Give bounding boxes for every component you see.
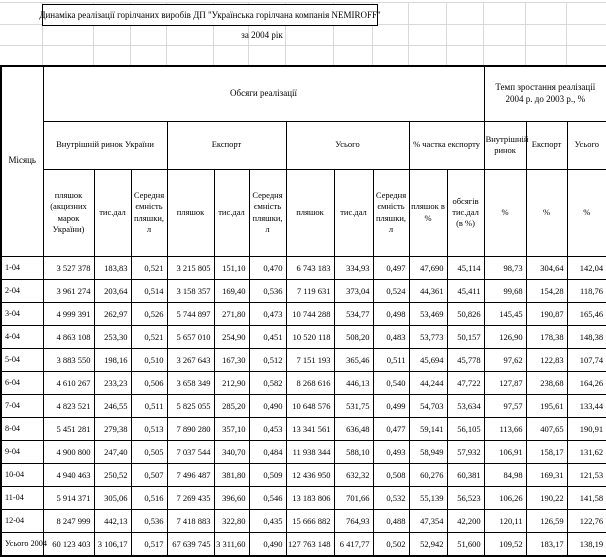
value-cell: 446,13 — [334, 371, 373, 394]
table-row — [1, 532, 606, 556]
value-cell: 4 610 267 — [43, 371, 94, 394]
value-cell: 3 658 349 — [167, 371, 214, 394]
value-cell: 13 183 806 — [286, 486, 334, 509]
header-growth-export: Експорт — [526, 121, 567, 169]
month-cell: 5-04 — [1, 348, 43, 371]
value-cell: 138,19 — [567, 532, 606, 556]
table-row — [1, 463, 606, 486]
value-cell: 120,11 — [484, 509, 526, 532]
value-cell: 0,499 — [373, 394, 409, 417]
value-cell: 60 123 403 — [43, 532, 94, 556]
value-cell: 50,157 — [447, 325, 484, 348]
value-cell: 58,949 — [409, 440, 447, 463]
value-cell: 178,38 — [526, 325, 567, 348]
gridline-vertical — [566, 2, 567, 65]
value-cell: 84,98 — [484, 463, 526, 486]
value-cell: 190,22 — [526, 486, 567, 509]
value-cell: 0,505 — [131, 440, 167, 463]
gridline-horizontal — [0, 2, 606, 3]
subheader-thous-dal-total: тис.дал — [334, 169, 373, 256]
value-cell: 7 418 883 — [167, 509, 214, 532]
month-cell: 4-04 — [1, 325, 43, 348]
table-row — [1, 417, 606, 440]
table-body — [1, 256, 606, 556]
value-cell: 45,411 — [447, 279, 484, 302]
sales-dynamics-table — [0, 65, 606, 557]
value-cell: 97,57 — [484, 394, 526, 417]
value-cell: 56,523 — [447, 486, 484, 509]
value-cell: 167,30 — [214, 348, 249, 371]
value-cell: 0,510 — [131, 348, 167, 371]
value-cell: 246,55 — [94, 394, 131, 417]
table-row — [1, 279, 606, 302]
value-cell: 56,105 — [447, 417, 484, 440]
value-cell: 4 900 800 — [43, 440, 94, 463]
value-cell: 44,244 — [409, 371, 447, 394]
value-cell: 127,87 — [484, 371, 526, 394]
value-cell: 0,582 — [249, 371, 286, 394]
value-cell: 233,23 — [94, 371, 131, 394]
value-cell: 98,73 — [484, 256, 526, 279]
value-cell: 44,361 — [409, 279, 447, 302]
value-cell: 0,511 — [373, 348, 409, 371]
header-growth-group: Темп зростання реалізації 2004 р. до 2003 р., % — [484, 66, 606, 121]
table-row — [1, 325, 606, 348]
value-cell: 285,20 — [214, 394, 249, 417]
value-cell: 165,46 — [567, 302, 606, 325]
value-cell: 50,826 — [447, 302, 484, 325]
value-cell: 0,498 — [373, 302, 409, 325]
value-cell: 381,80 — [214, 463, 249, 486]
value-cell: 190,91 — [567, 417, 606, 440]
value-cell: 67 639 745 — [167, 532, 214, 556]
value-cell: 0,488 — [373, 509, 409, 532]
value-cell: 322,80 — [214, 509, 249, 532]
table-row — [1, 486, 606, 509]
value-cell: 151,10 — [214, 256, 249, 279]
value-cell: 0,526 — [131, 302, 167, 325]
value-cell: 47,690 — [409, 256, 447, 279]
value-cell: 340,70 — [214, 440, 249, 463]
subheader-bottles-export: пляшок — [167, 169, 214, 256]
value-cell: 133,44 — [567, 394, 606, 417]
value-cell: 10 648 576 — [286, 394, 334, 417]
value-cell: 0,497 — [373, 256, 409, 279]
value-cell: 0,516 — [131, 486, 167, 509]
value-cell: 279,38 — [94, 417, 131, 440]
value-cell: 195,61 — [526, 394, 567, 417]
value-cell: 0,540 — [373, 371, 409, 394]
table-row — [1, 509, 606, 532]
value-cell: 0,536 — [249, 279, 286, 302]
subheader-thous-dal-export: тис.дал — [214, 169, 249, 256]
value-cell: 3 527 378 — [43, 256, 94, 279]
value-cell: 3 106,17 — [94, 532, 131, 556]
header-export-share-group: % частка експорту — [409, 121, 484, 169]
value-cell: 203,64 — [94, 279, 131, 302]
value-cell: 113,66 — [484, 417, 526, 440]
value-cell: 0,536 — [131, 509, 167, 532]
value-cell: 121,53 — [567, 463, 606, 486]
value-cell: 131,62 — [567, 440, 606, 463]
value-cell: 59,141 — [409, 417, 447, 440]
value-cell: 764,93 — [334, 509, 373, 532]
value-cell: 126,59 — [526, 509, 567, 532]
value-cell: 8 268 616 — [286, 371, 334, 394]
value-cell: 122,76 — [567, 509, 606, 532]
value-cell: 0,493 — [373, 440, 409, 463]
value-cell: 0,532 — [373, 486, 409, 509]
value-cell: 534,77 — [334, 302, 373, 325]
value-cell: 262,97 — [94, 302, 131, 325]
month-cell: 7-04 — [1, 394, 43, 417]
gridline-horizontal — [0, 45, 606, 46]
value-cell: 3 267 643 — [167, 348, 214, 371]
value-cell: 5 657 010 — [167, 325, 214, 348]
value-cell: 3 311,60 — [214, 532, 249, 556]
table-row — [1, 256, 606, 279]
value-cell: 0,506 — [131, 371, 167, 394]
value-cell: 0,473 — [249, 302, 286, 325]
month-cell: 9-04 — [1, 440, 43, 463]
value-cell: 97,62 — [484, 348, 526, 371]
value-cell: 57,932 — [447, 440, 484, 463]
value-cell: 183,83 — [94, 256, 131, 279]
subheader-percent-total: % — [567, 169, 606, 256]
header-export-group: Експорт — [167, 121, 286, 169]
value-cell: 0,513 — [131, 417, 167, 440]
value-cell: 8 247 999 — [43, 509, 94, 532]
value-cell: 145,45 — [484, 302, 526, 325]
table-row — [1, 440, 606, 463]
month-cell: 10-04 — [1, 463, 43, 486]
value-cell: 271,80 — [214, 302, 249, 325]
value-cell: 141,58 — [567, 486, 606, 509]
value-cell: 701,66 — [334, 486, 373, 509]
month-cell: 8-04 — [1, 417, 43, 440]
gridline-vertical — [483, 2, 484, 65]
value-cell: 52,942 — [409, 532, 447, 556]
value-cell: 0,451 — [249, 325, 286, 348]
value-cell: 396,60 — [214, 486, 249, 509]
value-cell: 0,521 — [131, 325, 167, 348]
value-cell: 5 825 055 — [167, 394, 214, 417]
subheader-percent-domestic: % — [484, 169, 526, 256]
document-subtitle: за 2004 рік — [241, 29, 283, 40]
value-cell: 3 215 805 — [167, 256, 214, 279]
value-cell: 190,87 — [526, 302, 567, 325]
value-cell: 6 417,77 — [334, 532, 373, 556]
value-cell: 158,17 — [526, 440, 567, 463]
value-cell: 7 119 631 — [286, 279, 334, 302]
month-cell: 12-04 — [1, 509, 43, 532]
value-cell: 45,114 — [447, 256, 484, 279]
table-row — [1, 394, 606, 417]
value-cell: 47,722 — [447, 371, 484, 394]
value-cell: 0,483 — [373, 325, 409, 348]
value-cell: 45,778 — [447, 348, 484, 371]
header-total-group: Усього — [286, 121, 409, 169]
value-cell: 122,83 — [526, 348, 567, 371]
value-cell: 11 938 344 — [286, 440, 334, 463]
header-growth-domestic: Внутрішній ринок — [484, 121, 526, 169]
table-row — [1, 371, 606, 394]
month-cell: 3-04 — [1, 302, 43, 325]
header-volumes-group: Обсяги реалізації — [43, 66, 484, 121]
value-cell: 13 341 561 — [286, 417, 334, 440]
document-title: Динаміка реалізації горілчаних виробів ДП "Українська горілчана компанія NEMIROFF" — [42, 4, 378, 26]
subheader-thous-dal-domestic: тис.дал — [94, 169, 131, 256]
value-cell: 169,40 — [214, 279, 249, 302]
value-cell: 0,511 — [131, 394, 167, 417]
value-cell: 5 914 371 — [43, 486, 94, 509]
value-cell: 118,76 — [567, 279, 606, 302]
value-cell: 142,04 — [567, 256, 606, 279]
value-cell: 107,74 — [567, 348, 606, 371]
value-cell: 7 151 193 — [286, 348, 334, 371]
value-cell: 60,381 — [447, 463, 484, 486]
value-cell: 10 744 288 — [286, 302, 334, 325]
value-cell: 4 863 108 — [43, 325, 94, 348]
value-cell: 4 823 521 — [43, 394, 94, 417]
value-cell: 42,200 — [447, 509, 484, 532]
value-cell: 531,75 — [334, 394, 373, 417]
header-growth-total: Усього — [567, 121, 606, 169]
value-cell: 7 037 544 — [167, 440, 214, 463]
value-cell: 0,435 — [249, 509, 286, 532]
value-cell: 6 743 183 — [286, 256, 334, 279]
value-cell: 47,354 — [409, 509, 447, 532]
value-cell: 0,517 — [131, 532, 167, 556]
value-cell: 632,32 — [334, 463, 373, 486]
value-cell: 4 940 463 — [43, 463, 94, 486]
header-domestic-group: Внутрішній ринок України — [43, 121, 167, 169]
month-cell: 11-04 — [1, 486, 43, 509]
subheader-volume-pct: обсягів тис.дал (в %) — [447, 169, 484, 256]
value-cell: 250,52 — [94, 463, 131, 486]
value-cell: 254,90 — [214, 325, 249, 348]
value-cell: 407,65 — [526, 417, 567, 440]
month-cell: 6-04 — [1, 371, 43, 394]
subheader-bottles-total: пляшок — [286, 169, 334, 256]
value-cell: 7 890 280 — [167, 417, 214, 440]
subheader-avg-capacity-domestic: Середня ємність пляшки, л — [131, 169, 167, 256]
month-cell: Усього 2004 — [1, 532, 43, 556]
value-cell: 109,52 — [484, 532, 526, 556]
value-cell: 4 999 391 — [43, 302, 94, 325]
value-cell: 357,10 — [214, 417, 249, 440]
value-cell: 636,48 — [334, 417, 373, 440]
month-cell: 2-04 — [1, 279, 43, 302]
value-cell: 0,470 — [249, 256, 286, 279]
value-cell: 0,512 — [249, 348, 286, 371]
value-cell: 183,17 — [526, 532, 567, 556]
value-cell: 3 961 274 — [43, 279, 94, 302]
value-cell: 0,484 — [249, 440, 286, 463]
value-cell: 60,276 — [409, 463, 447, 486]
subheader-avg-capacity-export: Середня ємність пляшки, л — [249, 169, 286, 256]
value-cell: 588,10 — [334, 440, 373, 463]
value-cell: 106,91 — [484, 440, 526, 463]
value-cell: 53,469 — [409, 302, 447, 325]
value-cell: 45,694 — [409, 348, 447, 371]
month-cell: 1-04 — [1, 256, 43, 279]
gridline-vertical — [525, 2, 526, 65]
value-cell: 54,703 — [409, 394, 447, 417]
value-cell: 53,773 — [409, 325, 447, 348]
value-cell: 169,31 — [526, 463, 567, 486]
value-cell: 53,634 — [447, 394, 484, 417]
value-cell: 15 666 882 — [286, 509, 334, 532]
value-cell: 253,30 — [94, 325, 131, 348]
value-cell: 198,16 — [94, 348, 131, 371]
value-cell: 164,26 — [567, 371, 606, 394]
subheader-avg-capacity-total: Середня ємність пляшки, л — [373, 169, 409, 256]
subheader-bottles-pct: пляшок в % — [409, 169, 447, 256]
value-cell: 5 744 897 — [167, 302, 214, 325]
value-cell: 0,524 — [373, 279, 409, 302]
value-cell: 3 883 550 — [43, 348, 94, 371]
value-cell: 10 520 118 — [286, 325, 334, 348]
value-cell: 0,546 — [249, 486, 286, 509]
value-cell: 154,28 — [526, 279, 567, 302]
value-cell: 3 158 357 — [167, 279, 214, 302]
value-cell: 508,20 — [334, 325, 373, 348]
value-cell: 238,68 — [526, 371, 567, 394]
subheader-percent-export: % — [526, 169, 567, 256]
value-cell: 0,502 — [373, 532, 409, 556]
value-cell: 0,507 — [131, 463, 167, 486]
value-cell: 99,68 — [484, 279, 526, 302]
value-cell: 212,90 — [214, 371, 249, 394]
table-row — [1, 348, 606, 371]
value-cell: 0,490 — [249, 394, 286, 417]
value-cell: 0,490 — [249, 532, 286, 556]
value-cell: 247,40 — [94, 440, 131, 463]
value-cell: 0,514 — [131, 279, 167, 302]
value-cell: 305,06 — [94, 486, 131, 509]
value-cell: 55,139 — [409, 486, 447, 509]
value-cell: 12 436 950 — [286, 463, 334, 486]
value-cell: 7 496 487 — [167, 463, 214, 486]
value-cell: 365,46 — [334, 348, 373, 371]
table-row — [1, 302, 606, 325]
value-cell: 0,453 — [249, 417, 286, 440]
value-cell: 127 763 148 — [286, 532, 334, 556]
value-cell: 442,13 — [94, 509, 131, 532]
value-cell: 0,521 — [131, 256, 167, 279]
subheader-bottles-excise: пляшок (акцизних марок України) — [43, 169, 94, 256]
value-cell: 148,38 — [567, 325, 606, 348]
value-cell: 0,509 — [249, 463, 286, 486]
value-cell: 5 451 281 — [43, 417, 94, 440]
value-cell: 7 269 435 — [167, 486, 214, 509]
value-cell: 126,90 — [484, 325, 526, 348]
value-cell: 51,600 — [447, 532, 484, 556]
value-cell: 334,93 — [334, 256, 373, 279]
header-month: Місяць — [1, 66, 43, 256]
value-cell: 106,26 — [484, 486, 526, 509]
value-cell: 373,04 — [334, 279, 373, 302]
value-cell: 0,477 — [373, 417, 409, 440]
value-cell: 0,508 — [373, 463, 409, 486]
value-cell: 304,64 — [526, 256, 567, 279]
